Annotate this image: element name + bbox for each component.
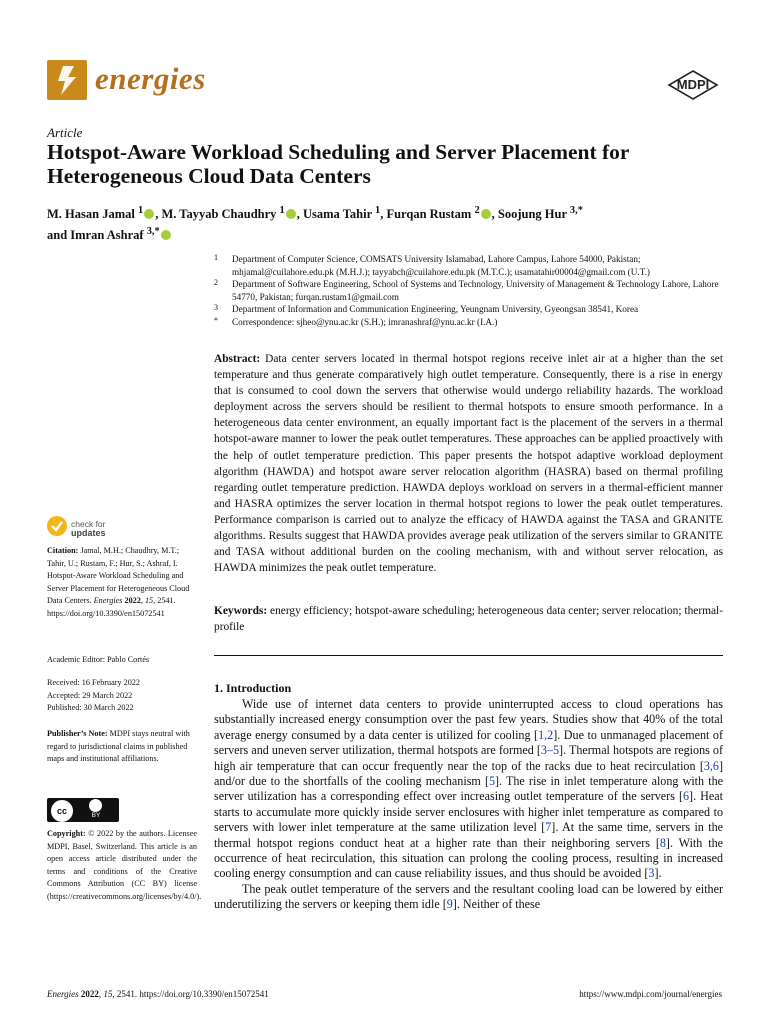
introduction-body — [214, 697, 723, 913]
paragraph — [214, 697, 723, 882]
checkmark-icon — [47, 516, 67, 536]
accepted-date: Accepted: 29 March 2022 — [47, 690, 133, 700]
lightning-icon — [47, 60, 87, 100]
academic-editor: Academic Editor: Pablo Cortés — [47, 655, 150, 664]
footer-citation: Energies 2022, 15, 2541. https://doi.org/10.3390/en15072541 — [47, 989, 269, 999]
publisher-name: MDPI — [676, 77, 710, 92]
cc-license-badge[interactable] — [47, 798, 119, 822]
publication-dates — [47, 677, 197, 715]
orcid-icon[interactable] — [144, 209, 154, 219]
abstract-text: Data center servers located in thermal hotspot regions receive inlet air at a higher than the set temperature and thus generate comparatively high outlet temperature. Consequently, there is a rise in energy that is consumed to cool down the servers that otherwise would undergo reliability hazards. The workload deployment across the servers should be resilient to thermal hotspots to ensure smooth performance. In a heterogeneous data center environment, an equally important fact is the placement of the servers in a thermal hotspot-aware manner to lower the peak outlet temperatures. These approaches can be applied proactively with the help of outlet temperature prediction. This paper presents the hotspot adaptive workload deployment algorithm (HAWDA) and hotspot aware server relocation algorithm (HASRA) based on thermal profiling regarding outlet temperature prediction. HAWDA deploys workload on servers in a thermal-efficient manner and HASRA optimizes the server location in thermal hotspot regions to lower the peak outlet temperatures. Performance comparison is carried out to analyze the efficacy of HAWDA against the TASA and GRANITE algorithms. Results suggest that HAWDA provides average peak utilization of the servers similar to GRANITE and TASA without additional burden on the cooling mechanism, with and without server relocation, as HAWDA minimizes the peak outlet temperature. — [214, 353, 723, 575]
paragraph-text: The peak outlet temperature of the servers and the resultant cooling load can be lowered by either underutilizing the servers or keeping them idle [ — [214, 881, 723, 912]
citation: Citation: Jamal, M.H.; Chaudhry, M.T.; Tahir, U.; Rustam, F.; Hur, S.; Ashraf, I. Hotspot-Aware Workload Scheduling and Server Placement for Heterogeneous Cloud Data Centers. Energies 2022, 15, 2541. https://doi.org/10.3390/en15072541 — [47, 546, 190, 618]
citation-link[interactable]: 1,2 — [538, 727, 554, 742]
by-icon — [89, 799, 102, 812]
citation-link[interactable]: 3–5 — [540, 743, 560, 758]
abstract-label: Abstract: — [214, 353, 261, 365]
cc-icon: cc — [51, 800, 73, 822]
author[interactable]: Furqan Rustam $^2$ — [386, 207, 491, 221]
citation-link[interactable]: 5 — [488, 774, 496, 789]
author[interactable]: M. Hasan Jamal $^1$ — [47, 207, 155, 221]
abstract — [214, 351, 723, 576]
by-label: BY — [91, 812, 101, 819]
paragraph — [214, 882, 723, 913]
keywords-label: Keywords: — [214, 605, 268, 617]
copyright-notice: Copyright: © 2022 by the authors. Licensee MDPI, Basel, Switzerland. This article is an open access article distributed under the terms and conditions of the Creative Commons Attribution (CC BY) license (https://creativecommons.org/licenses/by/4.0/). — [47, 829, 202, 901]
section-heading: 1. Introduction — [214, 681, 292, 695]
journal-url[interactable]: https://www.mdpi.com/journal/energies — [579, 989, 722, 999]
affiliation-item: 1 Department of Computer Science, COMSATS University Islamabad, Lahore Campus, Lahore 54000, Pakistan; mhjamal@cuilahore.edu.pk (M.H.J.); tayyabch@cuilahore.edu.pk (M.T.C.); usamatahir00004@gmail.com (U.T.) — [214, 253, 650, 277]
orcid-icon[interactable] — [481, 209, 491, 219]
paragraph-text: Wide use of internet data centers to provide uninterrupted access to cloud operations has substantially increased energy consumption over the past few years. Studies show that 40% of the total average energy consumed by a data center is utilized for cooling [ — [214, 697, 723, 742]
check-updates-label: check for — [71, 519, 106, 529]
journal-logo — [47, 60, 87, 100]
paragraph-text: ] and/or due to the shortfalls of the cooling mechanism [ — [214, 758, 723, 789]
citation-link[interactable]: 8 — [659, 835, 666, 850]
author[interactable]: Imran Ashraf $^{3,*}$ — [70, 228, 171, 242]
orcid-icon[interactable] — [286, 209, 296, 219]
paragraph-text: ]. At the same time, servers in the thermal hotspot regions conduct heat at a higher rate than their neighboring servers [ — [214, 820, 724, 850]
paragraph-text: ]. — [654, 866, 662, 881]
updates-label: updates — [71, 528, 106, 538]
author[interactable]: Soojung Hur $^{3,*}$ — [497, 205, 583, 222]
paper-title: Hotspot-Aware Workload Scheduling and Server Placement for Heterogeneous Cloud Data Centers — [47, 140, 630, 188]
author-list: M. Hasan Jamal $^1$ , M. Tayyab Chaudhry $^1$ , Usama Tahir $^1$, Furqan Rustam $^2$ , Soojung Hur $^{3,*}$ and Imran Ashraf $^{3,*}$ — [47, 205, 583, 243]
paragraph-text: ]. Thermal hotspots are regions of high air temperature that can occur frequently near the top of the racks due to heat recirculation [ — [214, 743, 723, 773]
affiliation-item: 2 Department of Software Engineering, School of Systems and Technology, University of Management & Technology Lahore, Lahore 54770, Pakistan; furqan.rustam1@gmail.com — [214, 278, 719, 302]
citation-link[interactable]: 9 — [446, 897, 453, 912]
paragraph-text: ]. Due to unmanaged placement of servers and uneven server utilization, thermal hotspots are formed [ — [214, 727, 724, 758]
affiliations — [214, 253, 724, 329]
publisher-note: Publisher’s Note: MDPI stays neutral with regard to jurisdictional claims in published maps and institutional affiliations. — [47, 729, 190, 764]
orcid-icon[interactable] — [161, 230, 171, 240]
journal-name: energies — [95, 61, 206, 96]
received-date: Received: 16 February 2022 — [47, 678, 140, 687]
keywords-text: energy efficiency; hotspot-aware scheduling; heterogeneous data center; server relocation; thermal-profile — [214, 605, 723, 634]
citation-link[interactable]: 3 — [648, 866, 655, 881]
divider — [214, 655, 723, 656]
keywords — [214, 603, 723, 635]
paragraph-text: ]. With the occurrence of heat recirculation, this situation can prolong the cooling process, resulting in increased cooling energy consumption and can cause reliability issues, and thus should be avoided [ — [214, 835, 723, 881]
published-date: Published: 30 March 2022 — [47, 703, 134, 713]
paragraph-text: ]. The rise in inlet temperature along with the server utilization has a corresponding effect over increasing outlet temperature of the servers [ — [214, 774, 723, 804]
affiliation-item: 3 Department of Information and Communication Engineering, Yeungnam University, Gyeongsan 38541, Korea — [214, 303, 639, 315]
paragraph-text: ]. Neither of these — [452, 897, 541, 912]
correspondence: * Correspondence: sjheo@ynu.ac.kr (S.H.); imranashraf@ynu.ac.kr (I.A.) — [214, 315, 498, 327]
article-type: Article — [47, 125, 83, 140]
citation-link[interactable]: 6 — [683, 789, 690, 804]
author[interactable]: Usama Tahir $^1$ — [303, 205, 381, 222]
publisher-logo — [667, 70, 719, 105]
paragraph-text: ]. Heat starts to accumulate more quickly inside server enclosures with higher inlet temperature as compared to servers with lower inlet temperature at the same utilization level [ — [214, 789, 723, 835]
citation-link[interactable]: 7 — [545, 820, 552, 835]
author[interactable]: M. Tayyab Chaudhry $^1$ — [161, 207, 296, 221]
citation-link[interactable]: 3,6 — [703, 758, 719, 773]
